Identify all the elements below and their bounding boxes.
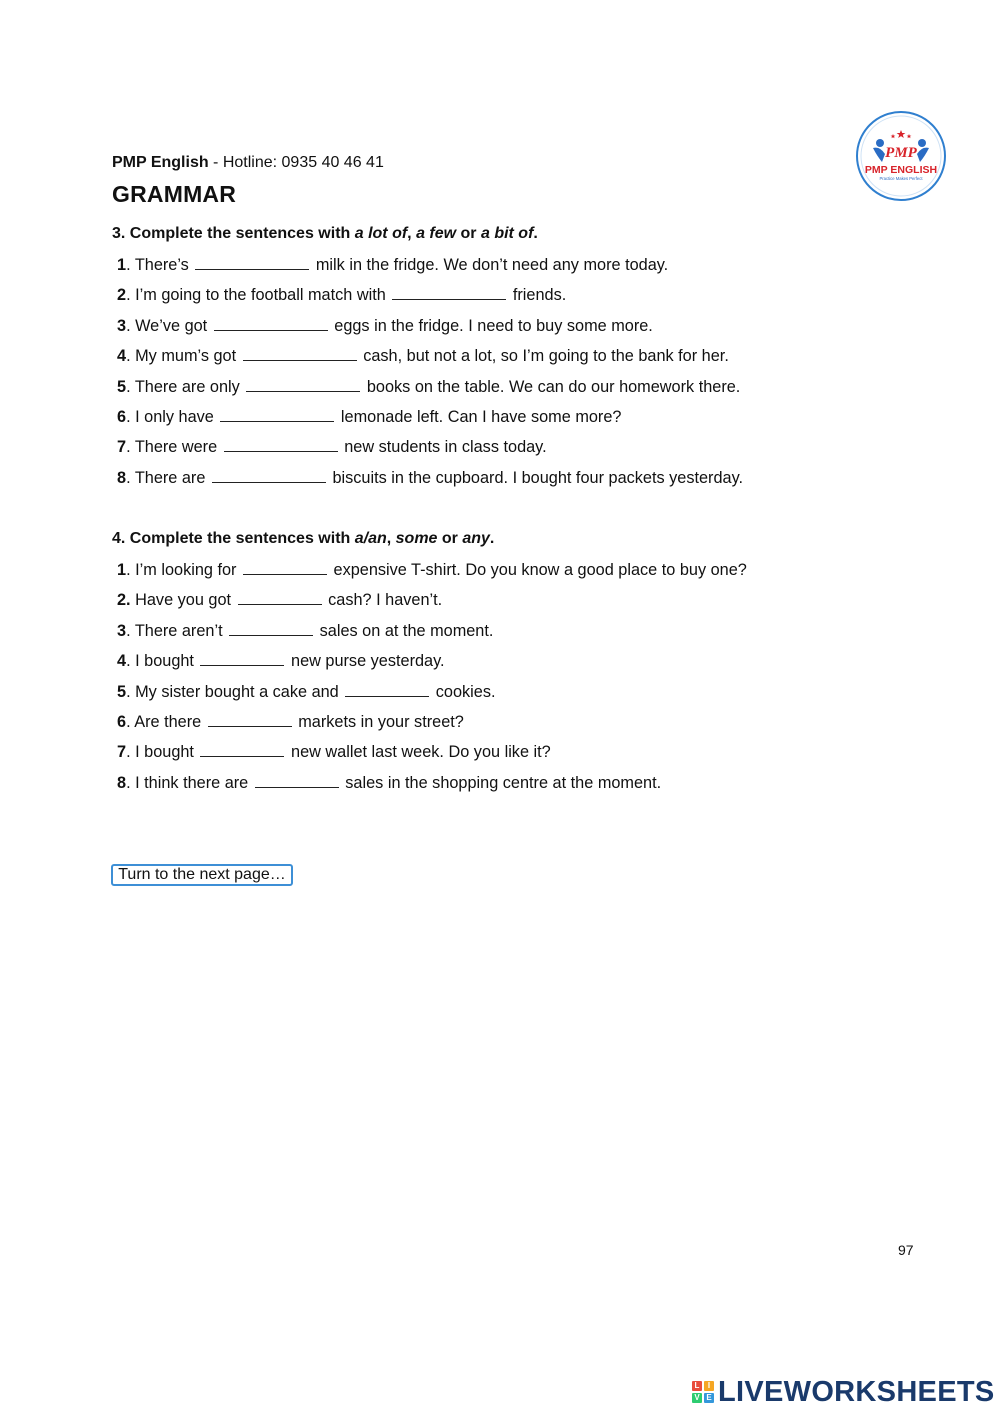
block-l: L [692, 1381, 702, 1391]
question-3-4: 4. My mum’s got cash, but not a lot, so I’m going to the bank for her. [117, 347, 729, 366]
answer-blank[interactable] [238, 591, 322, 605]
hotline: - Hotline: 0935 40 46 41 [208, 154, 384, 171]
question-3-7: 7. There were new students in class today. [117, 438, 547, 457]
page-title: GRAMMAR [112, 181, 237, 207]
answer-blank[interactable] [224, 438, 338, 452]
answer-blank[interactable] [246, 378, 360, 392]
question-4-8: 8. I think there are sales in the shopping centre at the moment. [117, 773, 662, 792]
liveworksheets-logo[interactable] [692, 1375, 995, 1409]
answer-blank[interactable] [220, 408, 334, 422]
answer-blank[interactable] [212, 469, 326, 483]
section-3-list [117, 254, 743, 497]
question-3-5: 5. There are only books on the table. We can do our homework there. [117, 377, 741, 396]
question-3-1: 1. There’s milk in the fridge. We don’t need any more today. [117, 256, 669, 274]
answer-blank[interactable] [243, 561, 327, 575]
question-3-3: 3. We’ve got eggs in the fridge. I need to buy some more. [117, 316, 653, 335]
question-4-2: 2. Have you got cash? I haven’t. [117, 591, 443, 610]
section-4-list [117, 559, 747, 802]
brand-name: PMP English [112, 154, 209, 171]
answer-blank[interactable] [195, 256, 309, 270]
liveworksheets-blocks-icon [692, 1381, 714, 1403]
answer-blank[interactable] [345, 683, 429, 697]
answer-blank[interactable] [208, 713, 292, 727]
question-3-8: 8. There are biscuits in the cupboard. I bought four packets yesterday. [117, 468, 744, 487]
answer-blank[interactable] [392, 286, 506, 300]
block-v: V [692, 1393, 702, 1403]
pmp-logo [855, 110, 947, 202]
question-4-6: 6. Are there markets in your street? [117, 712, 464, 731]
page-number: 97 [898, 1242, 914, 1258]
section-4-heading: 4. Complete the sentences with a/an, some or any. [112, 530, 495, 547]
question-3-6: 6. I only have lemonade left. Can I have some more? [117, 407, 622, 426]
liveworksheets-wordmark: LIVEWORKSHEETS [718, 1375, 995, 1408]
question-4-5: 5. My sister bought a cake and cookies. [117, 682, 496, 701]
block-e: E [704, 1393, 714, 1403]
question-4-1: 1. I’m looking for expensive T-shirt. Do you know a good place to buy one? [117, 561, 747, 579]
section-3-heading: 3. Complete the sentences with a lot of, a few or a bit of. [112, 225, 538, 242]
header-line [112, 154, 384, 172]
next-page-button[interactable]: Turn to the next page… [111, 864, 293, 886]
question-3-2: 2. I’m going to the football match with friends. [117, 286, 567, 305]
logo-tagline: Practice Makes Perfect [879, 176, 923, 181]
answer-blank[interactable] [243, 347, 357, 361]
answer-blank[interactable] [200, 652, 284, 666]
answer-blank[interactable] [255, 774, 339, 788]
logo-name: PMP ENGLISH [864, 164, 938, 176]
logo-initials: PMP [885, 145, 917, 161]
question-4-7: 7. I bought new wallet last week. Do you like it? [117, 743, 551, 762]
answer-blank[interactable] [200, 743, 284, 757]
question-4-3: 3. There aren’t sales on at the moment. [117, 621, 494, 640]
block-i: I [704, 1381, 714, 1391]
answer-blank[interactable] [214, 317, 328, 331]
question-4-4: 4. I bought new purse yesterday. [117, 652, 445, 671]
answer-blank[interactable] [229, 622, 313, 636]
